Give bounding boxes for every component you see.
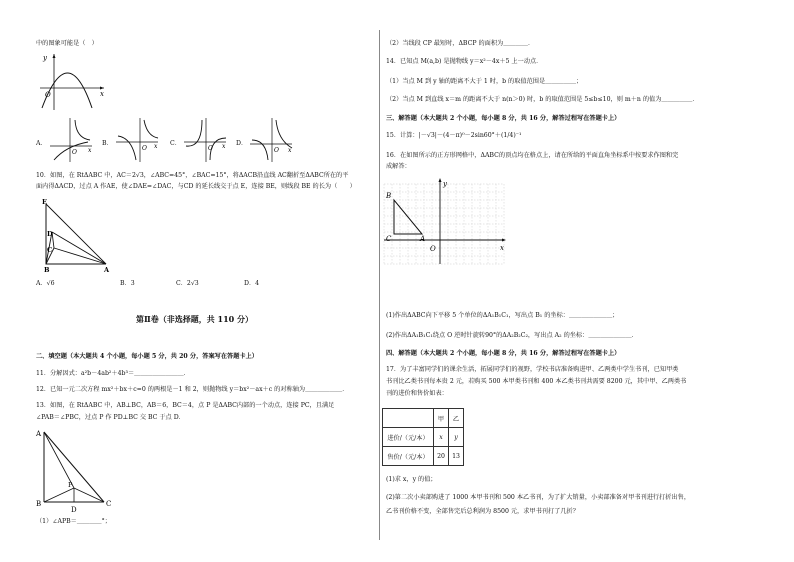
q13-label-b: B bbox=[36, 500, 42, 508]
svg-text:O: O bbox=[142, 145, 147, 152]
section4-title: 四、解答题（本大题共 2 个小题，每小题 8 分，共 16 分，解答过程写在答题卡上） bbox=[386, 350, 621, 357]
svg-text:O: O bbox=[208, 145, 213, 152]
table-row bbox=[383, 447, 464, 466]
price-table bbox=[382, 408, 464, 466]
table-header-row bbox=[383, 409, 464, 428]
q9-tail-text: 中的图象可能是（ ） bbox=[36, 40, 98, 47]
q17-line2: 书刊比乙类书刊每本贵 2 元，若购买 500 本甲类书刊和 400 本乙类书刊共需要 8200 元，其中甲、乙两类书 bbox=[386, 378, 687, 385]
q13-label-c: C bbox=[106, 500, 112, 508]
q13-sub1: （1）∠APB＝＿＿＿＿°； bbox=[36, 518, 111, 525]
left-column bbox=[0, 0, 380, 562]
q10-line1: 10．如图，在 RtΔABC 中，AC＝2√3，∠ABC=45°，∠BAC=15°，将ΔACB沿直线 AC翻折至ΔABC所在的平 bbox=[36, 172, 349, 179]
q14-sub2: （2）当点 M 到直线 x＝m 的距离不大于 n(n＞0) 时，b 的取值范围是 5≤b≤10，则 m＋n 的值为＿＿＿＿＿． bbox=[386, 96, 699, 103]
table-header-cell: 甲 bbox=[434, 409, 449, 428]
svg-text:x: x bbox=[88, 147, 92, 154]
q16-sub1: (1)作出ΔABC向下平移 5 个单位的ΔA₁B₁C₁，写出点 B₁ 的坐标：＿＿＿＿＿＿＿； bbox=[386, 312, 619, 319]
q10-label-b: B bbox=[44, 266, 50, 272]
q13-line1: 13．如图，在 RtΔABC 中，AB⊥BC，AB＝6，BC＝4，点 P 是ΔABC内部的一个动点，连接 PC，且满足 bbox=[36, 402, 335, 409]
table-header-cell bbox=[383, 409, 434, 428]
q9-parabola-figure bbox=[36, 50, 108, 112]
q10-option-b: B．3 bbox=[120, 280, 135, 287]
table-row bbox=[383, 428, 464, 447]
q17-sub2-line1: (2)第二次小卖部购进了 1000 本甲书刊和 500 本乙书刊，为了扩大销量，小卖部准备对甲书刊进行打折出售， bbox=[386, 494, 691, 501]
q13-label-a: A bbox=[36, 430, 42, 438]
q10-label-c: C bbox=[47, 246, 53, 254]
q13-label-p: P bbox=[68, 481, 73, 489]
grid-label-o: O bbox=[430, 245, 436, 253]
table-cell: 20 bbox=[434, 447, 449, 466]
svg-text:O: O bbox=[45, 91, 51, 99]
grid-label-x: x bbox=[500, 244, 504, 252]
q10-line2: 面内得ΔACD，过点 A 作AE，使∠DAE=∠DAC，与CD 的延长线交于点 E，连接 BE，则线段 BE 的长为（ ） bbox=[36, 183, 356, 190]
q10-option-d: D．4 bbox=[244, 280, 260, 287]
q9-option-c-label: C． bbox=[170, 140, 181, 147]
q12-text: 12．已知一元二次方程 mx²＋bx＋c=0 的两根是－1 和 2，则抛物线 y＝bx²－ax＋c 的对称轴为＿＿＿＿＿＿． bbox=[36, 386, 349, 393]
q10-label-a: A bbox=[104, 266, 110, 272]
q9-option-b-label: B． bbox=[102, 140, 113, 147]
q11-text: 11．分解因式：a²b－4ab²＋4b³＝＿＿＿＿＿＿＿＿． bbox=[36, 370, 190, 377]
q14-sub1: （1）当点 M 到 y 轴的距离不大于 1 时，b 的取值范围是＿＿＿＿＿； bbox=[386, 78, 583, 85]
grid-label-a: A bbox=[420, 235, 426, 243]
q9-option-d-graph bbox=[248, 116, 294, 164]
q13-sub2: （2）当线段 CP 最短时，ΔBCP 的面积为＿＿＿＿． bbox=[386, 40, 535, 47]
q16-line2: 成解答： bbox=[386, 163, 411, 170]
svg-text:y: y bbox=[43, 54, 47, 62]
q9-option-a-graph bbox=[48, 116, 94, 164]
table-cell: 进价/（元/本） bbox=[383, 428, 434, 447]
coordinate-grid bbox=[382, 176, 512, 266]
svg-text:x: x bbox=[100, 90, 104, 98]
q10-triangle-figure bbox=[36, 196, 122, 272]
q16-line1: 16．在如图所示的正方形网格中，ΔABC的顶点均在格点上，请在所给的平面直角坐标系中按要求作图和完 bbox=[386, 152, 679, 159]
svg-text:O: O bbox=[72, 149, 77, 156]
q9-option-b-graph bbox=[114, 116, 160, 164]
svg-text:O: O bbox=[274, 147, 279, 154]
q10-label-d: D bbox=[47, 230, 53, 238]
section3-title: 三、解答题（本大题共 2 个小题，每小题 8 分，共 16 分，解答过程写在答题卡上） bbox=[386, 115, 621, 122]
table-cell: x bbox=[434, 428, 449, 447]
q17-sub2-line2: 乙书刊价格不变，全部售完后总利润为 8500 元，求甲书刊打了几折？ bbox=[386, 508, 579, 515]
q16-sub2: (2)作出ΔA₁B₁C₁绕点 O 逆时针旋转90°的ΔA₂B₂C₂，写出点 A₂ 的坐标：＿＿＿＿＿＿＿． bbox=[386, 332, 638, 339]
table-cell: 13 bbox=[449, 447, 464, 466]
table-cell: y bbox=[449, 428, 464, 447]
grid-label-b: B bbox=[386, 192, 392, 200]
grid-lines bbox=[384, 184, 504, 264]
q13-line2: ∠PAB＝∠PBC，过点 P 作 PD⊥BC 交 BC 于点 D． bbox=[36, 414, 185, 421]
q17-sub1: (1)求 x，y 的值； bbox=[386, 476, 437, 483]
q17-line3: 刊的进价和售价如表： bbox=[386, 390, 448, 397]
q13-triangle-figure bbox=[34, 426, 114, 516]
q10-option-a: A．√6 bbox=[36, 280, 55, 287]
q10-label-e: E bbox=[42, 198, 47, 206]
svg-text:x: x bbox=[154, 143, 158, 150]
q14-line1: 14．已知点 M(a,b) 是抛物线 y＝x²－4x＋5 上一动点． bbox=[386, 58, 543, 65]
q9-option-a-label: A． bbox=[36, 140, 47, 147]
q10-option-c: C．2√3 bbox=[176, 280, 199, 287]
grid-label-y: y bbox=[443, 180, 447, 188]
part2-title: 第Ⅱ卷（非选择题，共 110 分） bbox=[136, 314, 254, 324]
right-column bbox=[382, 0, 794, 562]
svg-text:x: x bbox=[288, 147, 292, 154]
q13-label-d: D bbox=[71, 506, 77, 514]
table-cell: 售价/（元/本） bbox=[383, 447, 434, 466]
table-header-cell: 乙 bbox=[449, 409, 464, 428]
svg-text:x: x bbox=[222, 143, 226, 150]
grid-label-c: C bbox=[386, 235, 392, 243]
q9-option-c-graph bbox=[182, 116, 228, 164]
q17-line1: 17．为了丰富同学们的课余生活，拓展同学们的视野，学校书店准备购进甲、乙两类中学生书刊，已知甲类 bbox=[386, 366, 679, 373]
section2-title: 二、填空题（本大题共 4 个小题，每小题 5 分，共 20 分，答案写在答题卡上） bbox=[36, 353, 258, 360]
q9-option-d-label: D． bbox=[236, 140, 248, 147]
q15-text: 15．计算：|－√3|－(4－π)⁰－2sin60°＋(1/4)⁻¹ bbox=[386, 132, 522, 139]
